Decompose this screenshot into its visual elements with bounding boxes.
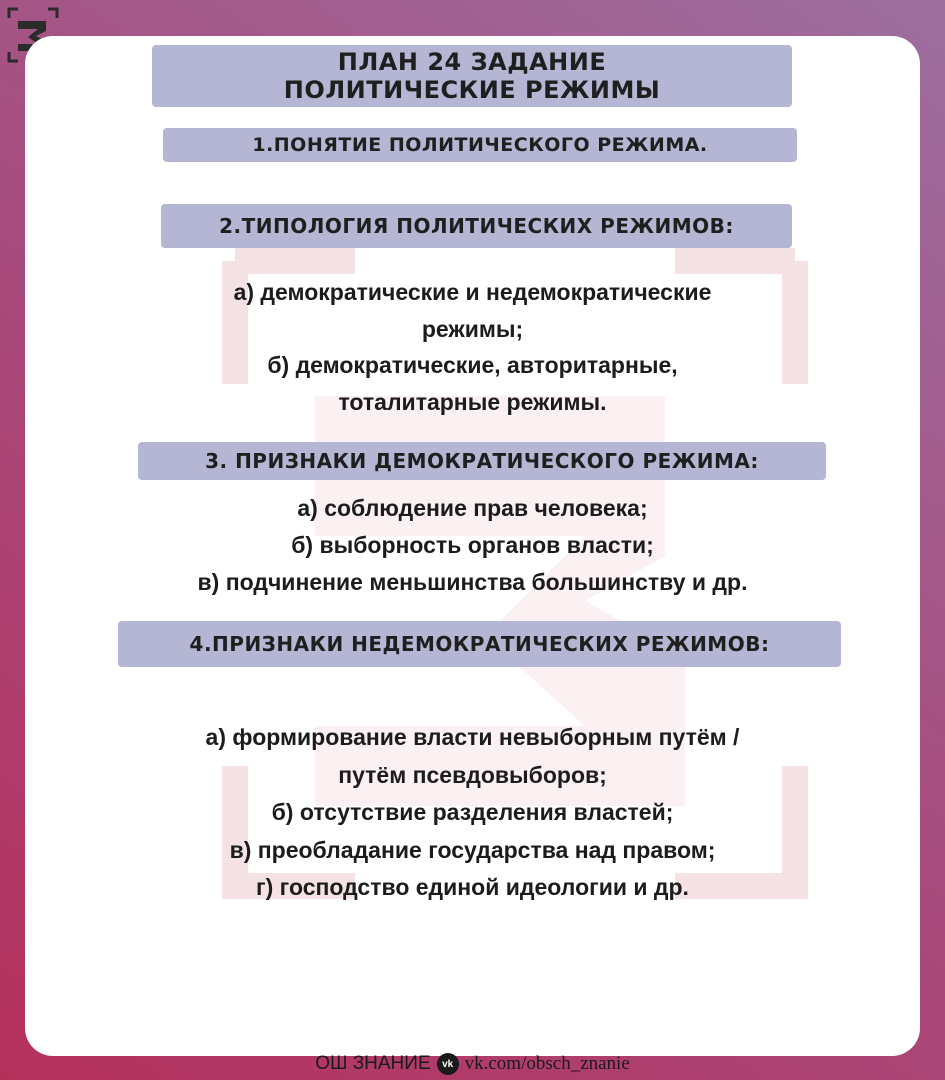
title-line-1: ПЛАН 24 ЗАДАНИЕ [337,48,607,76]
list-item: тоталитарные режимы. [338,388,607,415]
section-2-list [25,274,920,420]
list-item: режимы; [421,315,524,342]
list-item: б) отсутствие разделения властей; [271,799,674,825]
list-item: б) демократические, авторитарные, [267,352,678,378]
content-card [25,36,920,1056]
list-item: б) выборность органов власти; [291,532,654,558]
vk-icon[interactable]: vk [437,1053,459,1075]
section-3-heading: 3. ПРИЗНАКИ ДЕМОКРАТИЧЕСКОГО РЕЖИМА: [138,442,826,480]
footer-brand: ОШ ЗНАНИЕ [315,1053,431,1074]
list-item: в) преобладание государства над правом; [229,836,716,863]
list-item: в) подчинение меньшинства большинству и др. [197,569,748,595]
section-2-heading: 2.ТИПОЛОГИЯ ПОЛИТИЧЕСКИХ РЕЖИМОВ: [161,204,792,248]
list-item: путём псевдовыборов; [338,761,607,788]
list-item: а) соблюдение прав человека; [297,495,648,521]
footer-link[interactable]: vk.com/obsch_znanie [464,1053,630,1074]
section-3-list [25,490,920,601]
list-item: а) формирование власти невыборным путём / [205,724,740,750]
section-4-list [25,719,920,907]
title-line-2: ПОЛИТИЧЕСКИЕ РЕЖИМЫ [283,76,661,104]
section-4-heading: 4.ПРИЗНАКИ НЕДЕМОКРАТИЧЕСКИХ РЕЖИМОВ: [118,621,841,667]
footer [0,1052,945,1076]
section-1-heading: 1.ПОНЯТИЕ ПОЛИТИЧЕСКОГО РЕЖИМА. [163,128,797,162]
page-title [152,45,792,107]
list-item: а) демократические и недемократические [233,279,712,305]
list-item: г) господство единой идеологии и др. [256,874,689,900]
